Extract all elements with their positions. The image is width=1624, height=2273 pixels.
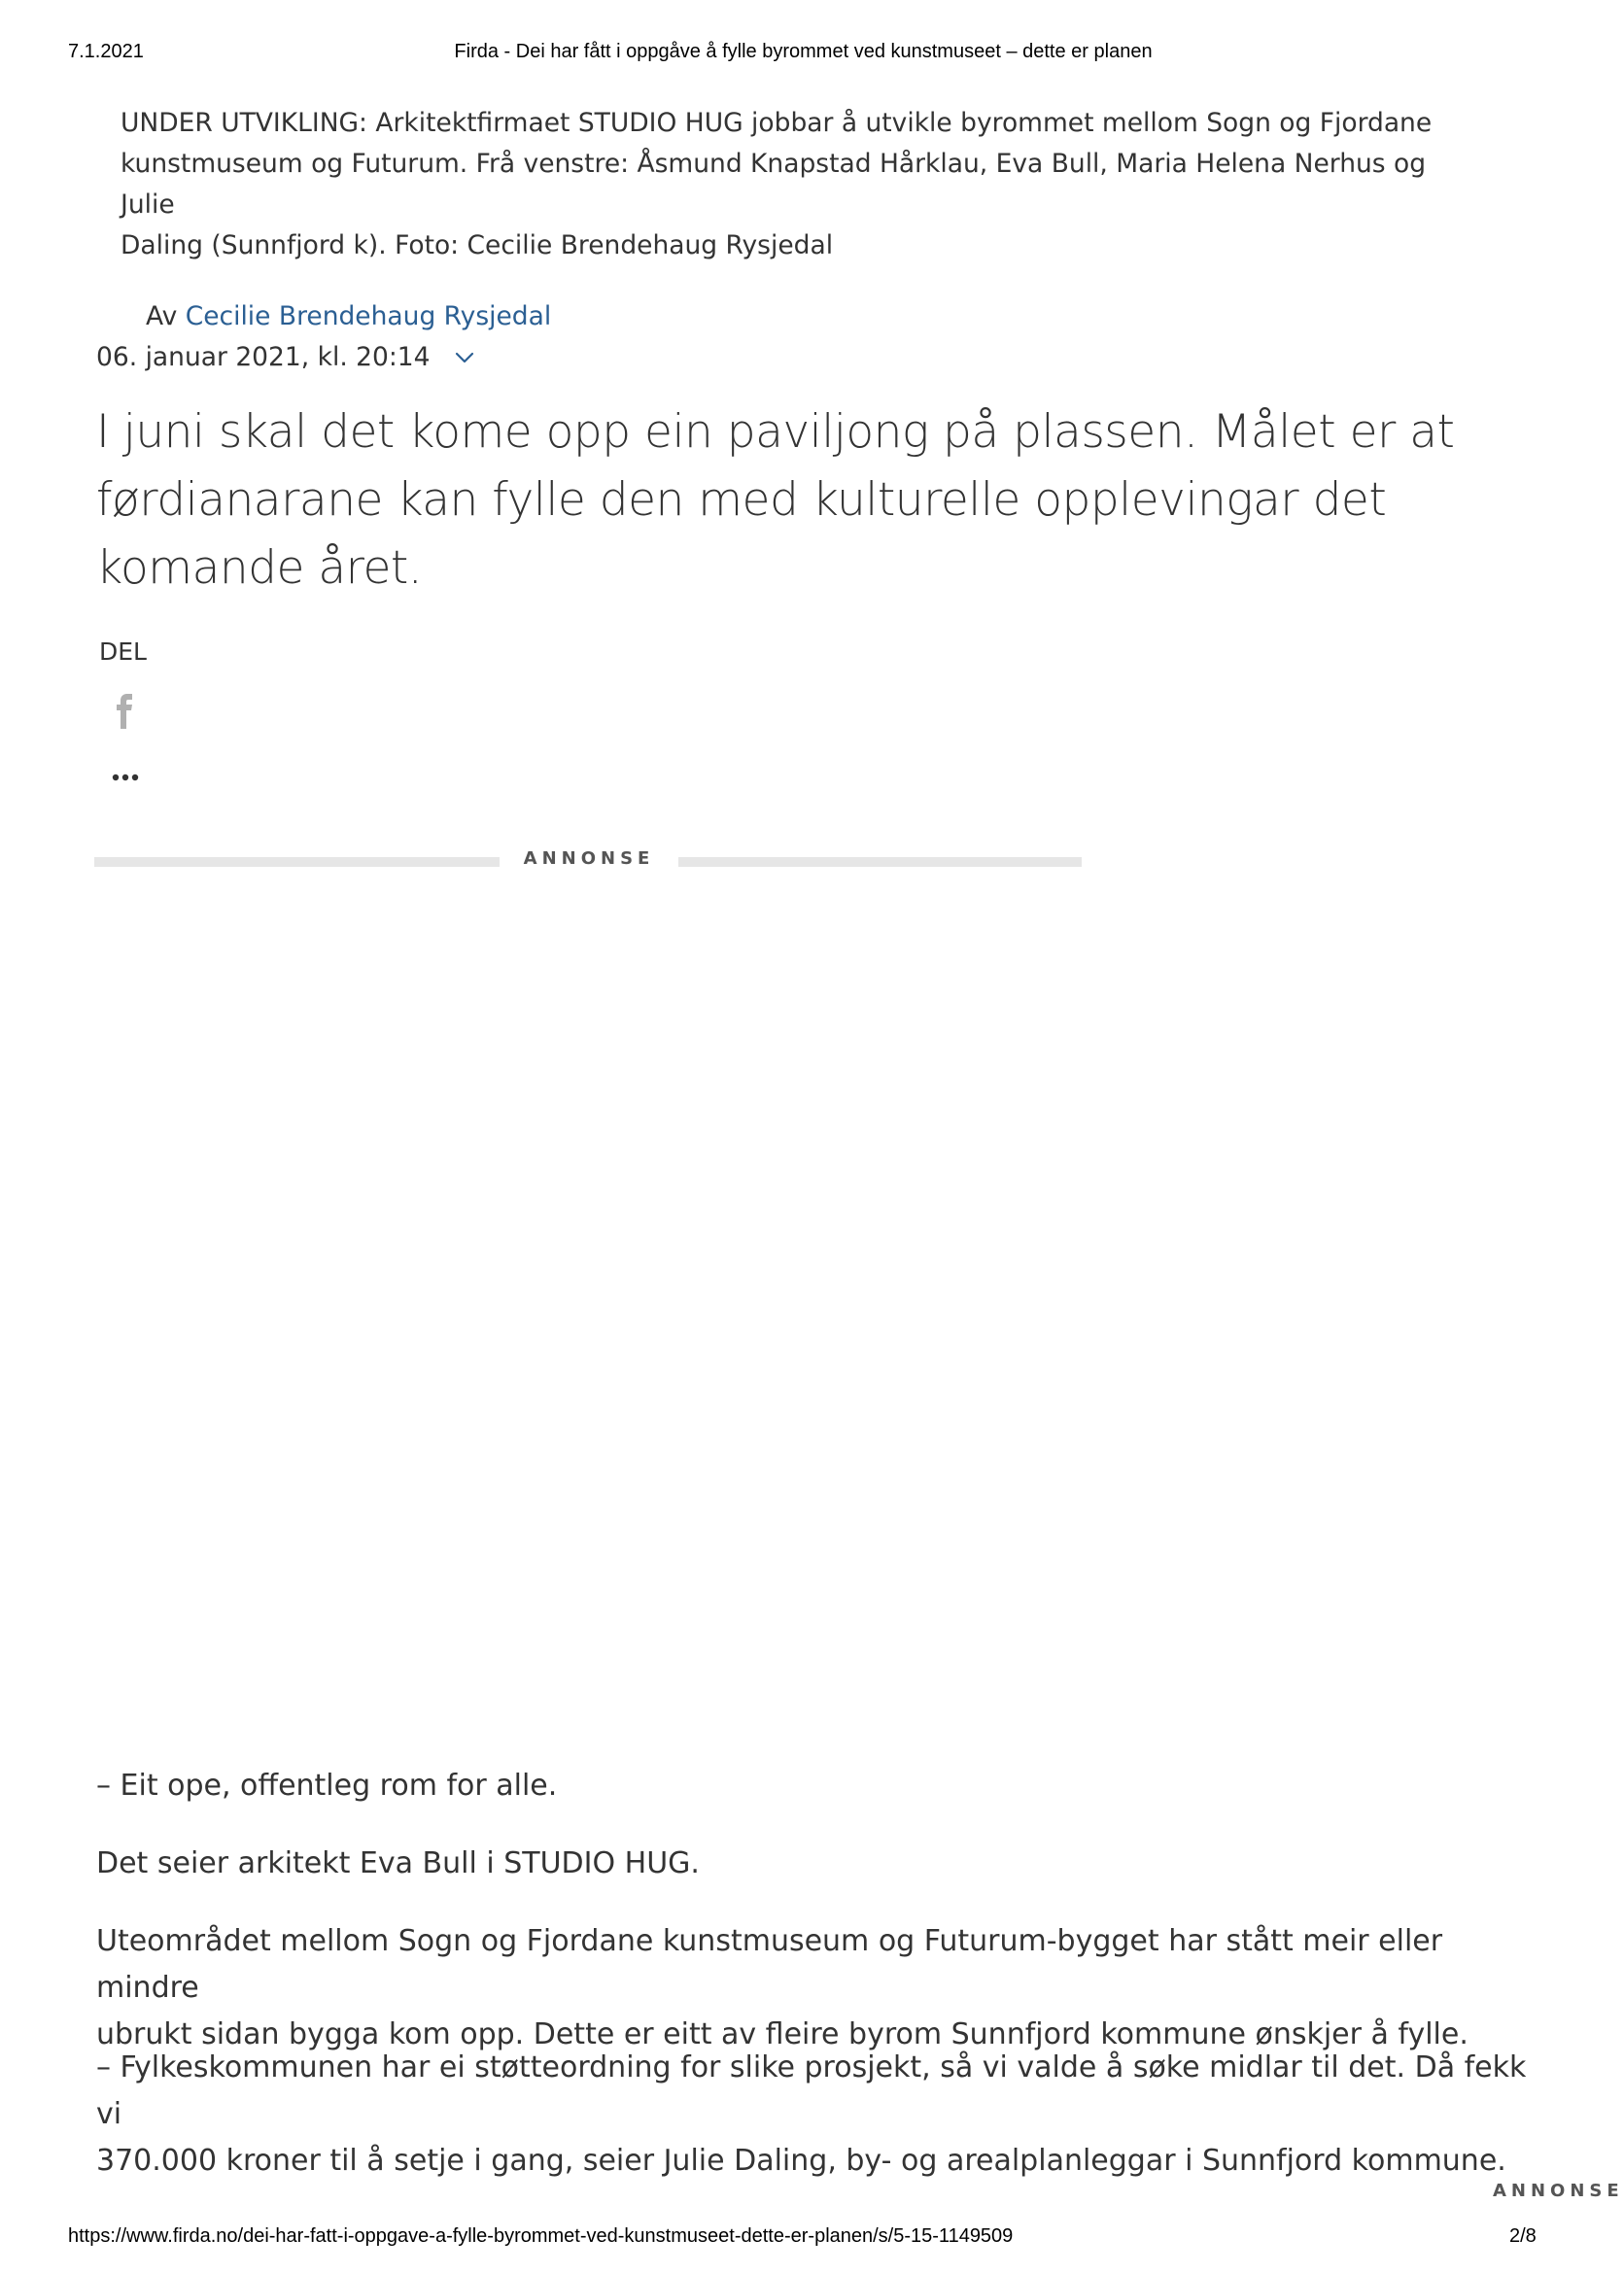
share-label: DEL — [99, 637, 147, 666]
facebook-icon[interactable] — [113, 694, 136, 729]
print-footer-page: 2/8 — [1509, 2225, 1537, 2247]
body-paragraph: – Eit ope, offentleg rom for alle. — [96, 1769, 558, 1803]
ad-separator — [94, 848, 1082, 869]
dateline[interactable] — [96, 342, 475, 372]
body-paragraph: Det seier arkitekt Eva Bull i STUDIO HUG. — [96, 1846, 700, 1880]
caption-line: UNDER UTVIKLING: Arkitektfirmaet STUDIO HUG jobbar å utvikle byrommet mellom Sogn og Fjordane — [121, 108, 1433, 138]
chevron-down-icon[interactable] — [454, 347, 475, 368]
print-header-title: Firda - Dei har fått i oppgåve å fylle byrommet ved kunstmuseet – dette er planen — [454, 41, 1153, 62]
caption-line: kunstmuseum og Futurum. Frå venstre: Åsmund Knapstad Hårklau, Eva Bull, Maria Helena Nerhus og Julie — [121, 149, 1427, 220]
caption-line: Daling (Sunnfjord k). Foto: Cecilie Brendehaug Rysjedal — [121, 230, 834, 260]
byline-prefix: Av — [146, 301, 178, 331]
more-icon[interactable] — [111, 768, 144, 787]
body-line: – Fylkeskommunen har ei støtteordning for slike prosjekt, så vi valde å søke midlar til det. Då fekk vi — [96, 2050, 1527, 2131]
lead-line: komande året. — [96, 541, 423, 595]
lead-line: I juni skal det kome opp ein paviljong på plassen. Målet er at — [96, 405, 1455, 459]
lead-paragraph — [96, 398, 1476, 603]
image-caption — [121, 103, 1481, 266]
byline — [146, 301, 551, 331]
lead-line: førdianarane kan fylle den med kulturelle opplevingar det — [96, 473, 1387, 527]
ad-divider-right — [678, 857, 1082, 867]
ad-label: ANNONSE — [523, 848, 655, 869]
body-line: ubrukt sidan bygga kom opp. Dette er eitt av fleire byrom Sunnfjord kommune ønskjer å fylle. — [96, 2017, 1469, 2051]
body-paragraph — [96, 2045, 1535, 2185]
print-footer-url: https://www.firda.no/dei-har-fatt-i-oppgave-a-fylle-byrommet-ved-kunstmuseet-dette-er-planen/s/5-15-1149509 — [68, 2225, 1014, 2247]
ad-label-corner: ANNONSE — [1493, 2181, 1624, 2201]
print-header-date: 7.1.2021 — [68, 41, 144, 62]
author-link[interactable]: Cecilie Brendehaug Rysjedal — [185, 301, 552, 331]
body-line: Uteområdet mellom Sogn og Fjordane kunstmuseum og Futurum-bygget har stått meir eller mindre — [96, 1924, 1443, 2005]
publish-date: 06. januar 2021, kl. 20:14 — [96, 342, 431, 372]
ad-divider-left — [94, 857, 500, 867]
body-line: 370.000 kroner til å setje i gang, seier Julie Daling, by- og arealplanleggar i Sunnfjord kommune. — [96, 2144, 1506, 2178]
body-paragraph — [96, 1918, 1535, 2058]
